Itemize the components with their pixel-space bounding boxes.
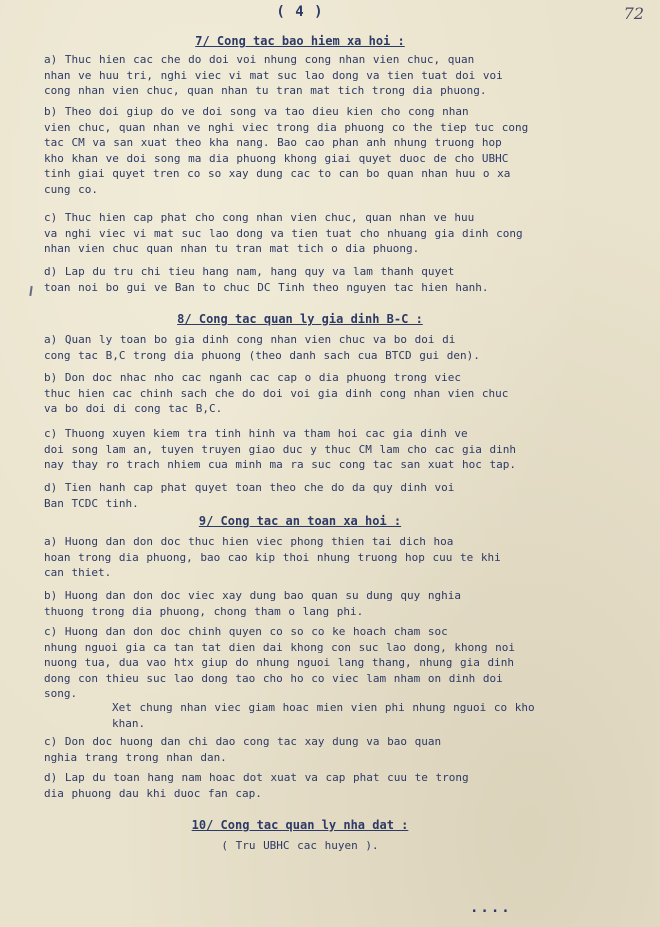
- section-9-note: Xet chung nhan viec giam hoac mien vien phi nhung nguoi co kho khan.: [112, 701, 535, 730]
- section-9-item-a: a) Huong dan don doc thuc hien viec phong thien tai dich hoa hoan trong dia phuong, bao cao kip thoi nhung truong hop cuu te khi can thiet.: [44, 535, 501, 579]
- section-9-item-c-second: c) Don doc huong dan chi dao cong tac xay dung va bao quan nghia trang trong nhan dan.: [44, 735, 442, 764]
- section-9-heading: 9/ Cong tac an toan xa hoi :: [198, 514, 402, 528]
- margin-pen-mark: [29, 286, 32, 296]
- section-8-item-c: c) Thuong xuyen kiem tra tinh hinh va tham hoi cac gia dinh ve doi song lam an, tuyen truyen giao duc y thuc CM lam cho cac gia dinh nay thay ro trach nhiem cua minh ma ra suc cong tac san xuat hoc tap.: [44, 427, 516, 471]
- section-10-note: ( Tru UBHC cac huyen ).: [221, 839, 379, 852]
- section-8-heading: 8/ Cong tac quan ly gia dinh B-C :: [177, 312, 423, 326]
- section-9-item-b: b) Huong dan don doc viec xay dung bao quan su dung quy nghia thuong trong dia phuong, chong tham o lang phi.: [44, 589, 461, 618]
- section-7-item-a: a) Thuc hien cac che do doi voi nhung cong nhan vien chuc, quan nhan ve huu tri, nghi viec vi mat suc lao dong va tien tuat doi voi cong nhan vien chuc, quan nhan tu tran mat tich trong dia phuong.: [44, 53, 503, 97]
- section-10-heading: 10/ Cong tac quan ly nha dat :: [191, 818, 409, 832]
- corner-handwritten-mark: 72: [623, 4, 644, 23]
- section-8-item-b: b) Don doc nhac nho cac nganh cac cap o dia phuong trong viec thuc hien cac chinh sach che do doi voi gia dinh cong nhan vien chuc va bo doi di cong tac B,C.: [44, 371, 509, 415]
- page-number: ( 4 ): [276, 4, 324, 20]
- section-7-heading: 7/ Cong tac bao hiem xa hoi :: [195, 34, 405, 48]
- section-7-item-d: d) Lap du tru chi tieu hang nam, hang quy va lam thanh quyet toan noi bo gui ve Ban to chuc DC Tinh theo nguyen tac hien hanh.: [44, 265, 489, 294]
- continuation-dots: ....: [470, 900, 512, 916]
- section-9-item-c: c) Huong dan don doc chinh quyen co so co ke hoach cham soc nhung nguoi gia ca tan tat dien dai khong con suc lao dong, khong noi nuong tua, dua vao htx giup do nhung nguoi lang thang, nhung gia dinh dong con thieu suc lao dong tao cho ho co viec lam nham on dinh doi song.: [44, 625, 515, 700]
- section-7-item-c: c) Thuc hien cap phat cho cong nhan vien chuc, quan nhan ve huu va nghi viec vi mat suc lao dong va tien tuat cho nhuang gia dinh cong nhan vien chuc quan nhan tu tran mat tich o dia phuong.: [44, 211, 523, 255]
- section-8-item-d: d) Tien hanh cap phat quyet toan theo che do da quy dinh voi Ban TCDC tinh.: [44, 481, 455, 510]
- section-8-item-a: a) Quan ly toan bo gia dinh cong nhan vien chuc va bo doi di cong tac B,C trong dia phuong (theo danh sach cua BTCD gui den).: [44, 333, 480, 362]
- section-7-item-b: b) Theo doi giup do ve doi song va tao dieu kien cho cong nhan vien chuc, quan nhan ve nghi viec trong dia phuong co the tiep tuc cong tac CM va san xuat theo kha nang. Bao cao phan anh nhung truong hop kho khan ve doi song ma dia phuong khong giai quyet duoc de cho UBHC tinh giai quyet tren co so xay dung cac to can bo quan nhan huu o xa cung co.: [44, 105, 529, 196]
- section-9-item-d: d) Lap du toan hang nam hoac dot xuat va cap phat cuu te trong dia phuong dau khi duoc fan cap.: [44, 771, 469, 800]
